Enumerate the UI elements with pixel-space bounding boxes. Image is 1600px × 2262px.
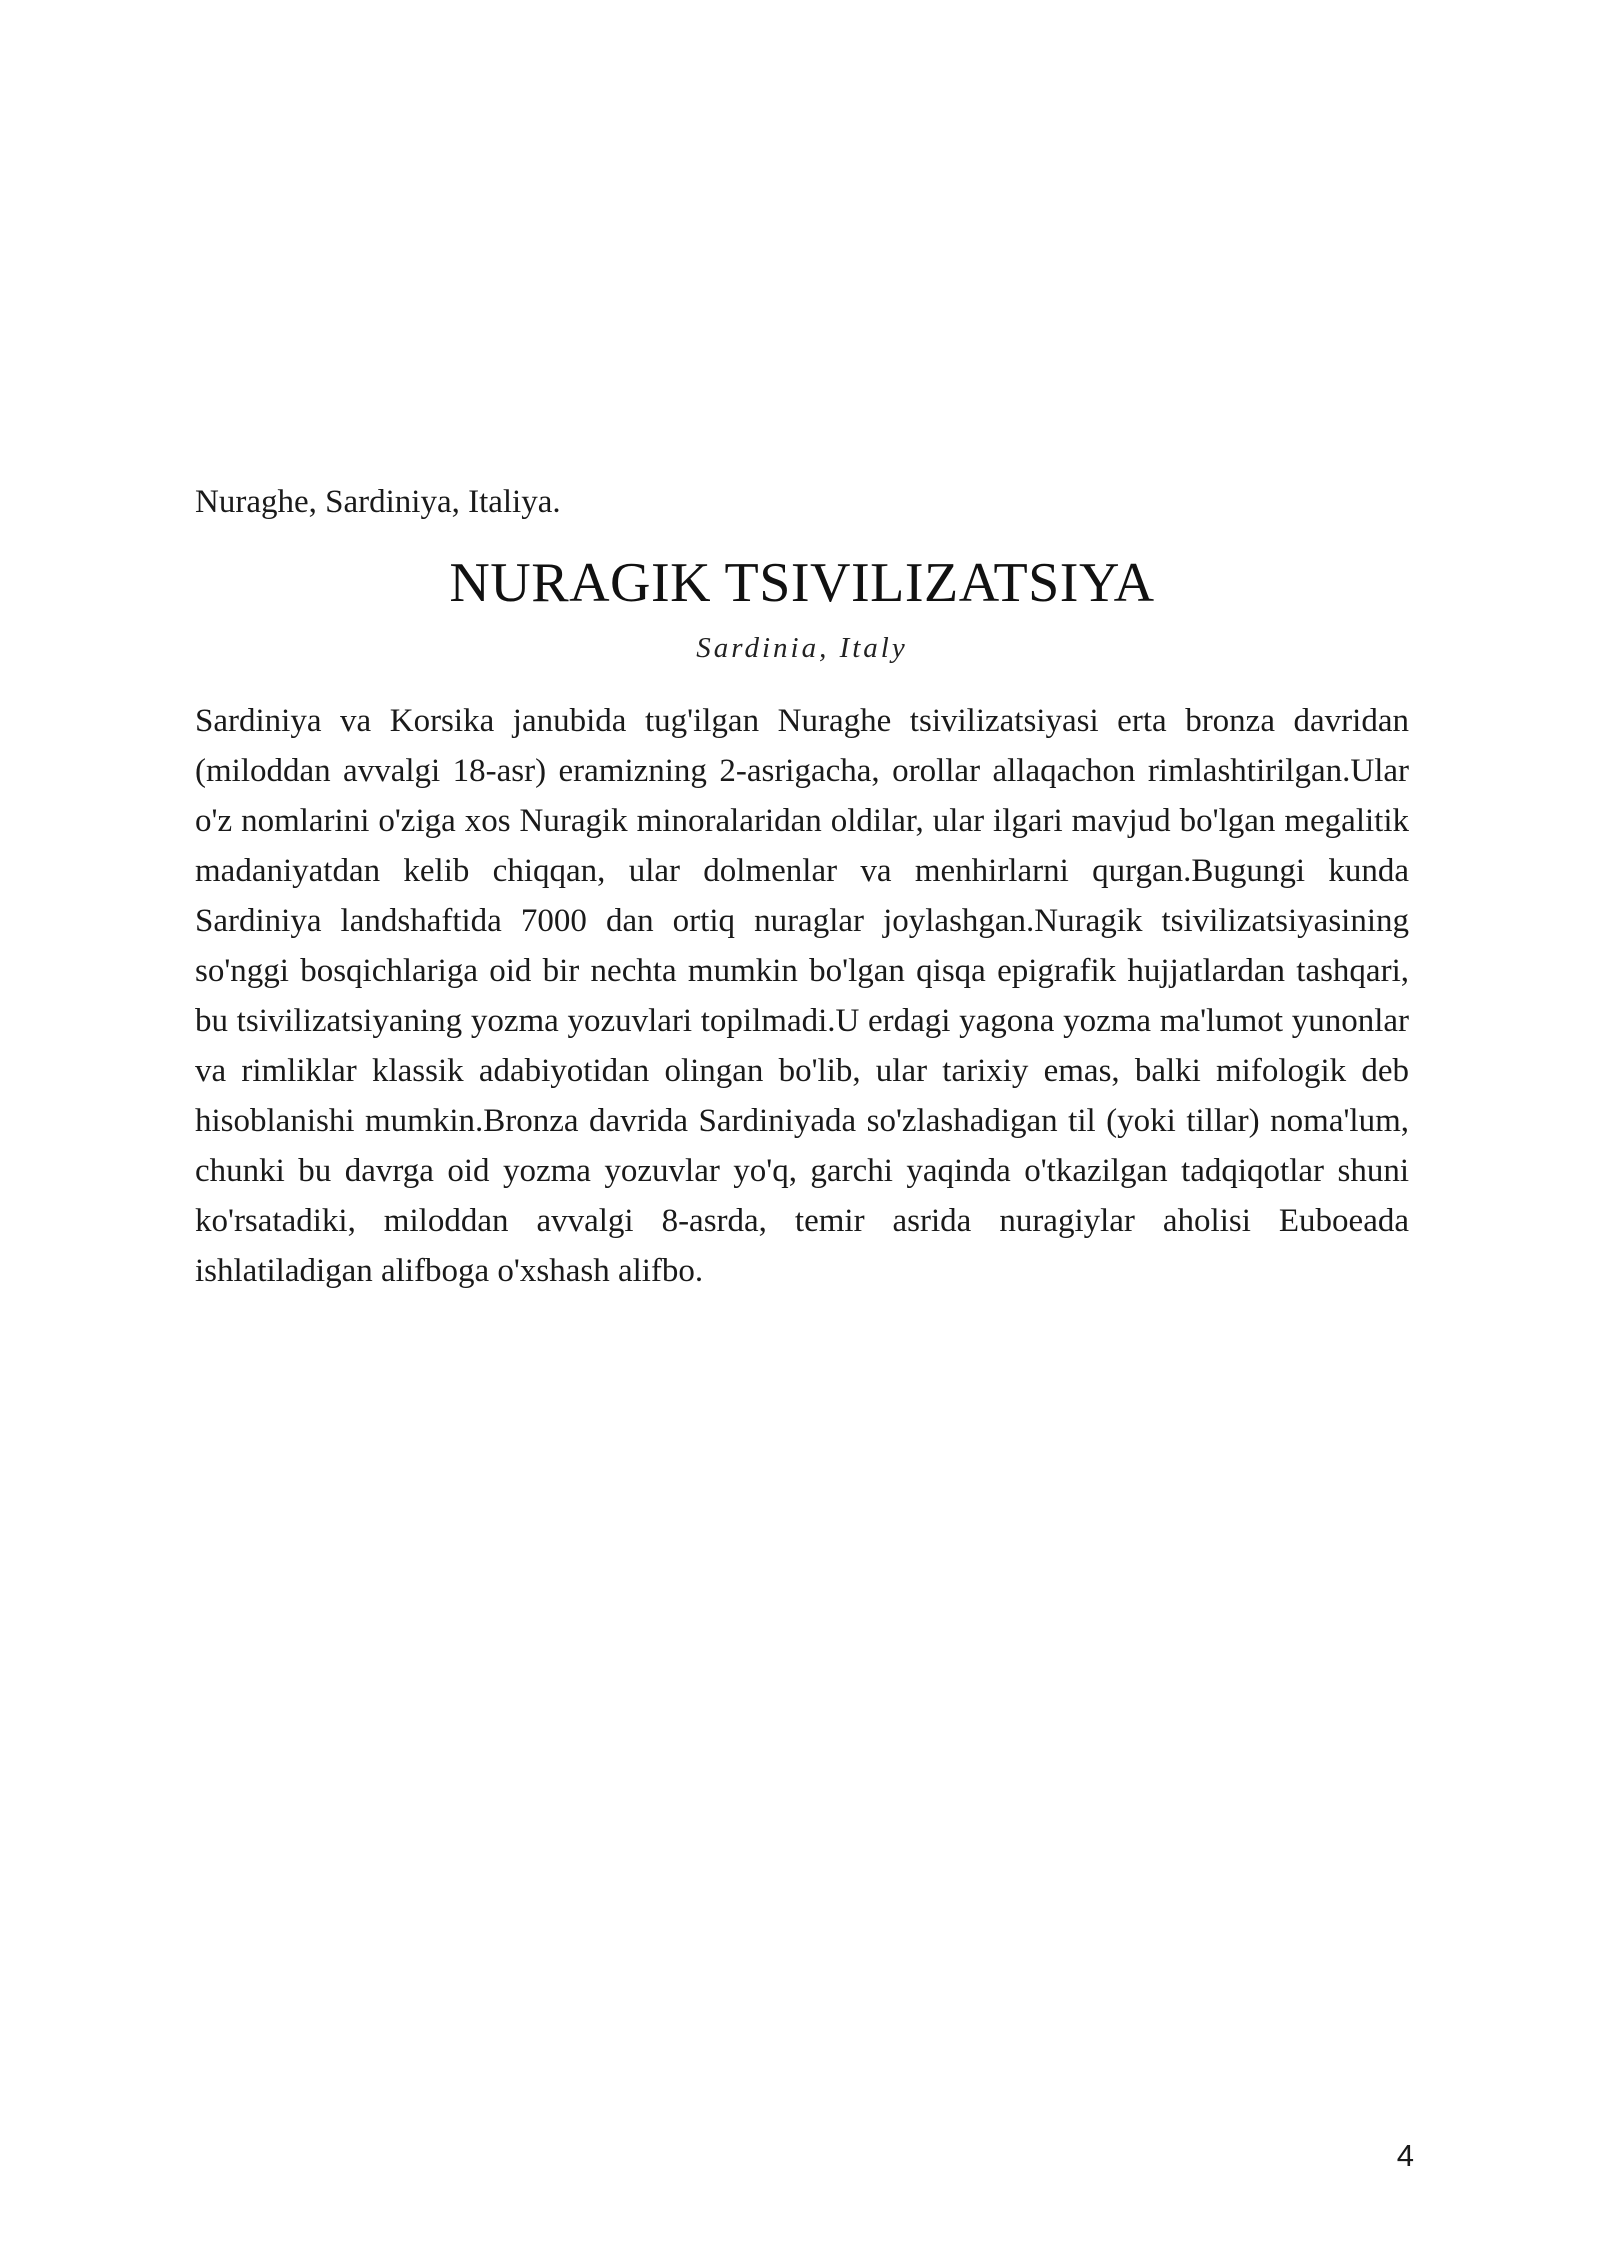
- page-subtitle: Sardinia, Italy: [696, 632, 908, 664]
- page-title: NURAGIK TSIVILIZATSIYA: [449, 552, 1155, 614]
- image-caption: Nuraghe, Sardiniya, Italiya.: [195, 484, 561, 520]
- body-paragraph: Sardiniya va Korsika janubida tug'ilgan Nuraghe tsivilizatsiyasi erta bronza davridan (miloddan avvalgi 18-asr) eramizning 2-asrigacha, orollar allaqachon rimlashtirilgan.Ular o'z nomlarini o'ziga xos Nuragik minoralaridan oldilar, ular ilgari mavjud bo'lgan megalitik madaniyatdan kelib chiqqan, ular dolmenlar va menhirlarni qurgan.Bugungi kunda Sardiniya landshaftida 7000 dan ortiq nuraglar joylashgan.Nuragik tsivilizatsiyasining so'nggi bosqichlariga oid bir nechta mumkin bo'lgan qisqa epigrafik hujjatlardan tashqari, bu tsivilizatsiyaning yozma yozuvlari topilmadi.U erdagi yagona yozma ma'lumot yunonlar va rimliklar klassik adabiyotidan olingan bo'lib, ular tarixiy emas, balki mifologik deb hisoblanishi mumkin.Bronza davrida Sardiniyada so'zlashadigan til (yoki tillar) noma'lum, chunki bu davrga oid yozma yozuvlar yo'q, garchi yaqinda o'tkazilgan tadqiqotlar shuni ko'rsatadiki, miloddan avvalgi 8-asrda, temir asrida nuragiylar aholisi Euboeada ishlatiladigan alifboga o'xshash alifbo.: [195, 703, 1409, 1289]
- page-number: 4: [1396, 2138, 1414, 2173]
